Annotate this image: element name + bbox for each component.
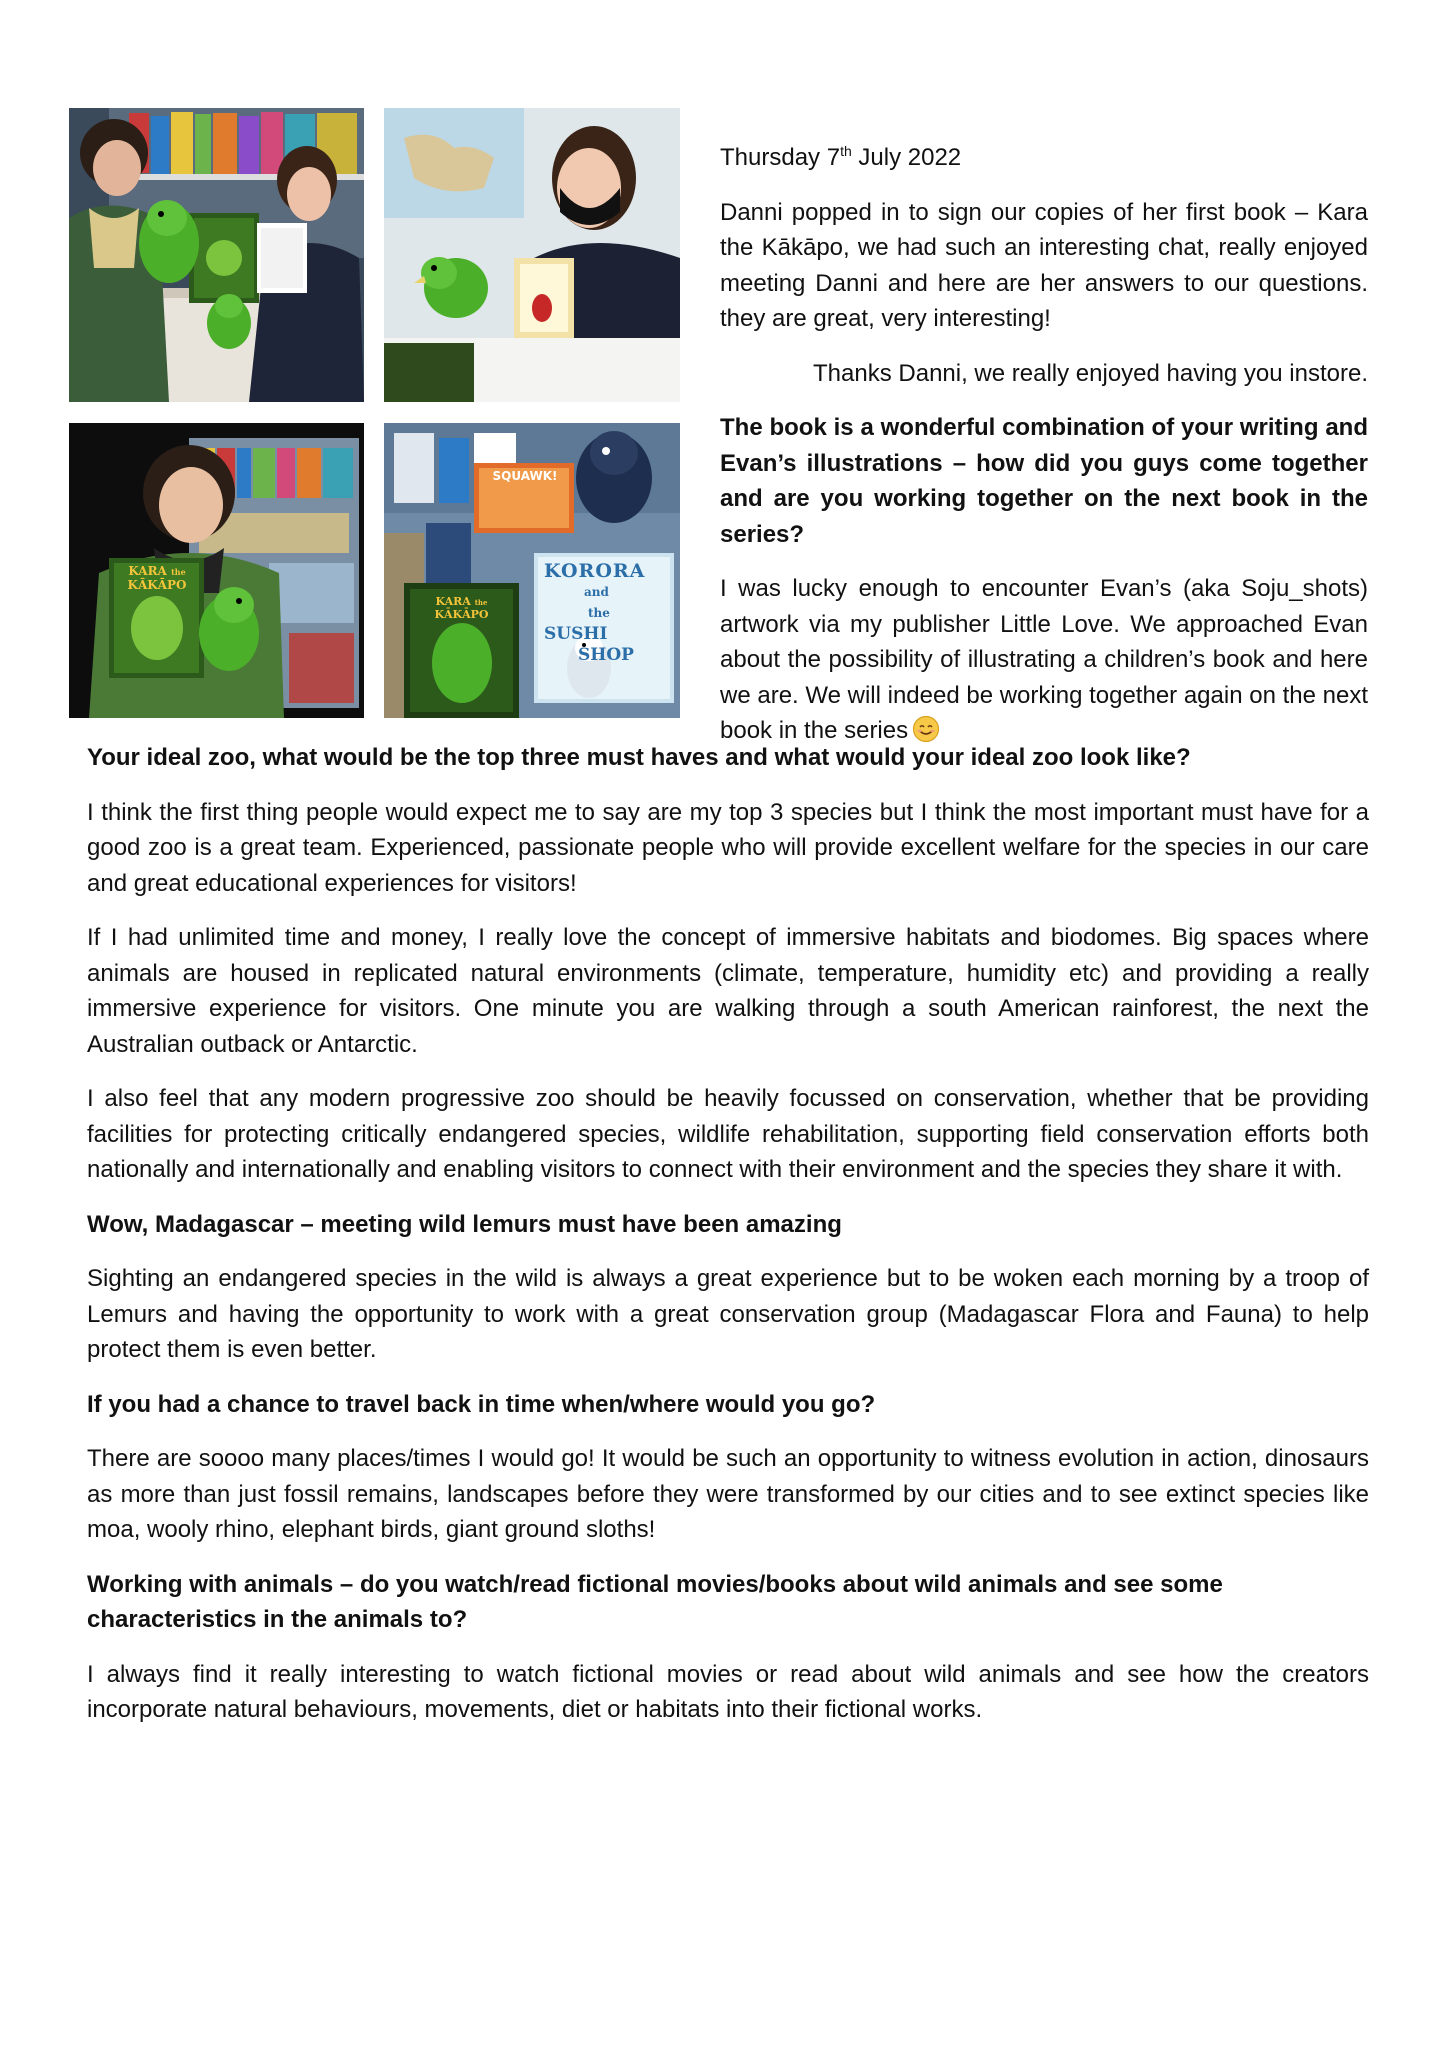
question-3: Wow, Madagascar – meeting wild lemurs must have been amazing — [87, 1210, 842, 1238]
cover-word-shop: SHOP — [578, 645, 634, 665]
question-4: If you had a chance to travel back in time when/where would you go? — [87, 1390, 876, 1418]
cover-word-the: the — [171, 567, 186, 577]
thanks-line: Thanks Danni, we really enjoyed having you instore. — [813, 359, 1368, 387]
cover-word-and: and — [584, 585, 609, 599]
date-suffix: July 2022 — [851, 144, 962, 171]
cover-word-kakapo: KĀKĀPO — [434, 608, 489, 621]
answer-3: Sighting an endangered species in the wild is always a great experience but to be woken each morning by a troop of Lemurs and having the opportunity to work with a great conservation group (Madagascar Flora and Fauna) to help protect them is even better. — [87, 1265, 1369, 1363]
korora-cover-title — [544, 561, 666, 666]
intro-paragraph: Danni popped in to sign our copies of her first book – Kara the Kākāpo, we had such an interesting chat, really enjoyed meeting Danni and here are her answers to our questions. they are great, very interesting! — [720, 198, 1368, 332]
date-line — [720, 140, 1368, 176]
photo-author-with-book — [69, 108, 364, 402]
cover-word-kara: KARA — [435, 595, 471, 608]
kara-cover-title — [410, 595, 513, 621]
question-1: The book is a wonderful combination of your writing and Evan’s illustrations – how did you guys come together and are you working together on the next book in the series? — [720, 414, 1368, 548]
cover-word-kakapo: KĀKĀPO — [127, 578, 187, 592]
cover-word-the: the — [588, 606, 610, 620]
answer-1 — [720, 571, 1368, 749]
intro-column — [720, 140, 1368, 768]
smiley-face-icon — [912, 715, 940, 743]
date-ordinal: th — [840, 143, 852, 159]
cover-word-sushi: SUSHI — [544, 624, 608, 644]
book-cover-title — [113, 565, 201, 592]
answer-4: There are soooo many places/times I would go! It would be such an opportunity to witness evolution in action, dinosaurs as more than just fossil remains, landscapes before they were transformed by our cities and to see extinct species like moa, wooly rhino, elephant birds, giant ground sloths! — [87, 1445, 1369, 1543]
squawk-cover-title: SQUAWK! — [492, 469, 558, 483]
question-2: Your ideal zoo, what would be the top three must haves and what would your ideal zoo look like? — [87, 744, 1191, 771]
interview-body — [87, 740, 1369, 1747]
question-5: Working with animals – do you watch/read fictional movies/books about wild animals and see some characteristics in the animals to? — [87, 1570, 1223, 1633]
photo-author-signing — [384, 108, 680, 402]
answer-1-text: I was lucky enough to encounter Evan’s (aka Soju_shots) artwork via my publisher Little Love. We approached Evan about the possibility of illustrating a children’s book and here we are. We will indeed be working together again on the next book in the series — [720, 575, 1368, 744]
answer-2a: I think the first thing people would expect me to say are my top 3 species but I think the most important must have for a good zoo is a great team. Experienced, passionate people who will provide excellent welfare for the species in our care and great educational experiences for visitors! — [87, 798, 1369, 897]
answer-2b: If I had unlimited time and money, I really love the concept of immersive habitats and biodomes. Big spaces where animals are housed in replicated natural environments (climate, temperature, humidity etc) and providing a really immersive experience for visitors. One minute you are walking through a south American rainforest, the next the Australian outback or Antarctic. — [87, 924, 1369, 1058]
answer-2c: I also feel that any modern progressive zoo should be heavily focussed on conservation, whether that be providing facilities for protecting critically endangered species, wildlife rehabilitation, supporting field conservation efforts both nationally and internationally and enabling visitors to connect with their environment and the species they share it with. — [87, 1085, 1369, 1183]
cover-word-the: the — [474, 598, 488, 607]
answer-5: I always find it really interesting to watch fictional movies or read about wild animals and see how the creators incorporate natural behaviours, movements, diet or habitats into their fictional works. — [87, 1660, 1369, 1723]
cover-word-kara: KARA — [128, 564, 167, 578]
date-prefix: Thursday 7 — [720, 144, 841, 171]
photo-book-display — [384, 423, 680, 718]
photo-author-holding-book — [69, 423, 364, 718]
cover-word-korora: KORORA — [544, 560, 646, 582]
